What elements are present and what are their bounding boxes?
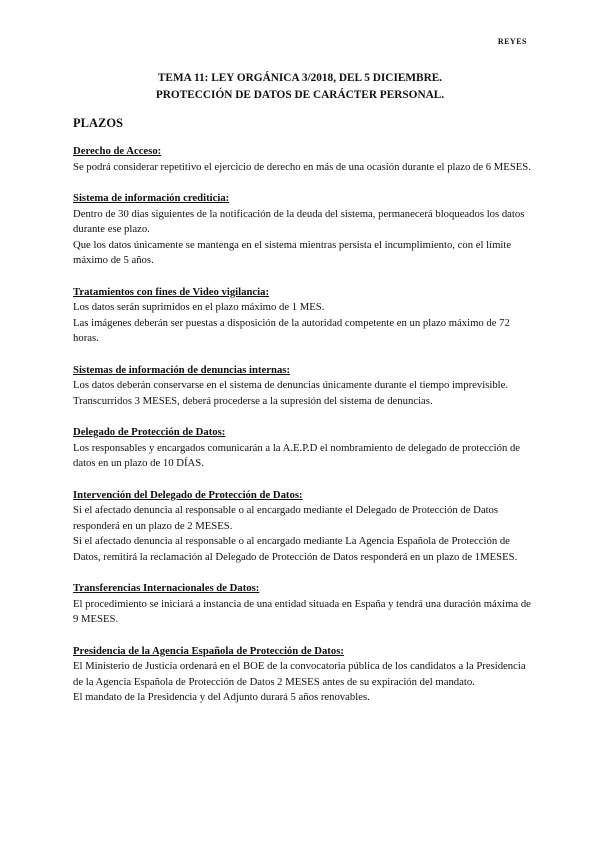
section-presidencia-agencia [73,644,533,706]
section-paragraph: El Ministerio de Justicia ordenará en el BOE de la convocatoria pública de los candidatos a la Presidencia de la Agencia Española de Protección de Datos 2 MESES antes de su expiración del mandato. [73,660,526,688]
section-paragraph: El procedimiento se iniciará a instancia de una entidad situada en España y tendrá una duración máxima de 9 MESES. [73,597,531,625]
section-derecho-acceso [73,144,533,175]
section-heading: Intervención del Delegado de Protección de Datos: [73,488,303,501]
section-transferencias-internacionales [73,581,533,628]
section-video-vigilancia [73,285,533,347]
section-paragraph: Se podrá considerar repetitivo el ejercicio de derecho en más de una ocasión durante el plazo de 6 MESES. [73,160,531,173]
section-paragraph: Dentro de 30 días siguientes de la notificación de la deuda del sistema, permanecerá bloqueados los datos durante ese plazo. [73,207,525,235]
header-tag: REYES [497,37,527,46]
section-paragraph: Los responsables y encargados comunicarán a la A.E.P.D el nombramiento de delegado de protección de datos en un plazo de 10 DÍAS. [73,441,521,469]
section-informacion-crediticia [73,191,533,269]
section-heading: Sistema de información crediticia: [73,192,230,204]
section-heading: Derecho de Acceso: [73,145,162,157]
section-paragraph: Si el afectado denuncia al responsable o al encargado mediante La Agencia Española de Protección de Datos, remitirá la reclamación al Delegado de Protección de Datos responderá en un plazo de 1MESES. [73,535,518,563]
section-paragraph: Transcurridos 3 MESES, deberá procederse a la supresión del sistema de denuncias. [73,394,433,407]
section-paragraph: Si el afectado denuncia al responsable o al encargado mediante el Delegado de Protección de Datos responderá en un plazo de 2 MESES. [73,504,499,532]
section-paragraph: El mandato de la Presidencia y del Adjunto durará 5 años renovables. [73,691,370,703]
section-label: PLAZOS [73,116,124,130]
section-paragraph: Que los datos únicamente se mantenga en el sistema mientras persista el incumplimiento, con el límite máximo de 5 años. [73,238,512,266]
document-title [0,70,600,104]
sections-list [73,144,533,722]
section-delegado-proteccion [73,425,533,472]
section-denuncias-internas [73,363,533,410]
section-heading: Presidencia de la Agencia Española de Protección de Datos: [73,644,344,657]
section-paragraph: Los datos serán suprimidos en el plazo máximo de 1 MES. [73,301,325,313]
section-heading: Delegado de Protección de Datos: [73,426,226,438]
title-line-1: TEMA 11: LEY ORGÁNICA 3/2018, DEL 5 DICIEMBRE. [157,72,443,84]
section-intervencion-delegado [73,488,533,566]
section-heading: Tratamientos con fines de Video vigilancia: [73,285,270,298]
title-line-2: PROTECCIÓN DE DATOS DE CARÁCTER PERSONAL. [155,89,445,101]
section-heading: Sistemas de información de denuncias internas: [73,363,291,376]
section-paragraph: Los datos deberán conservarse en el sistema de denuncias únicamente durante el tiempo imprevisible. [73,379,509,391]
section-heading: Transferencias Internacionales de Datos: [73,582,260,594]
section-paragraph: Las imágenes deberán ser puestas a disposición de la autoridad competente en un plazo máximo de 72 horas. [73,316,510,344]
